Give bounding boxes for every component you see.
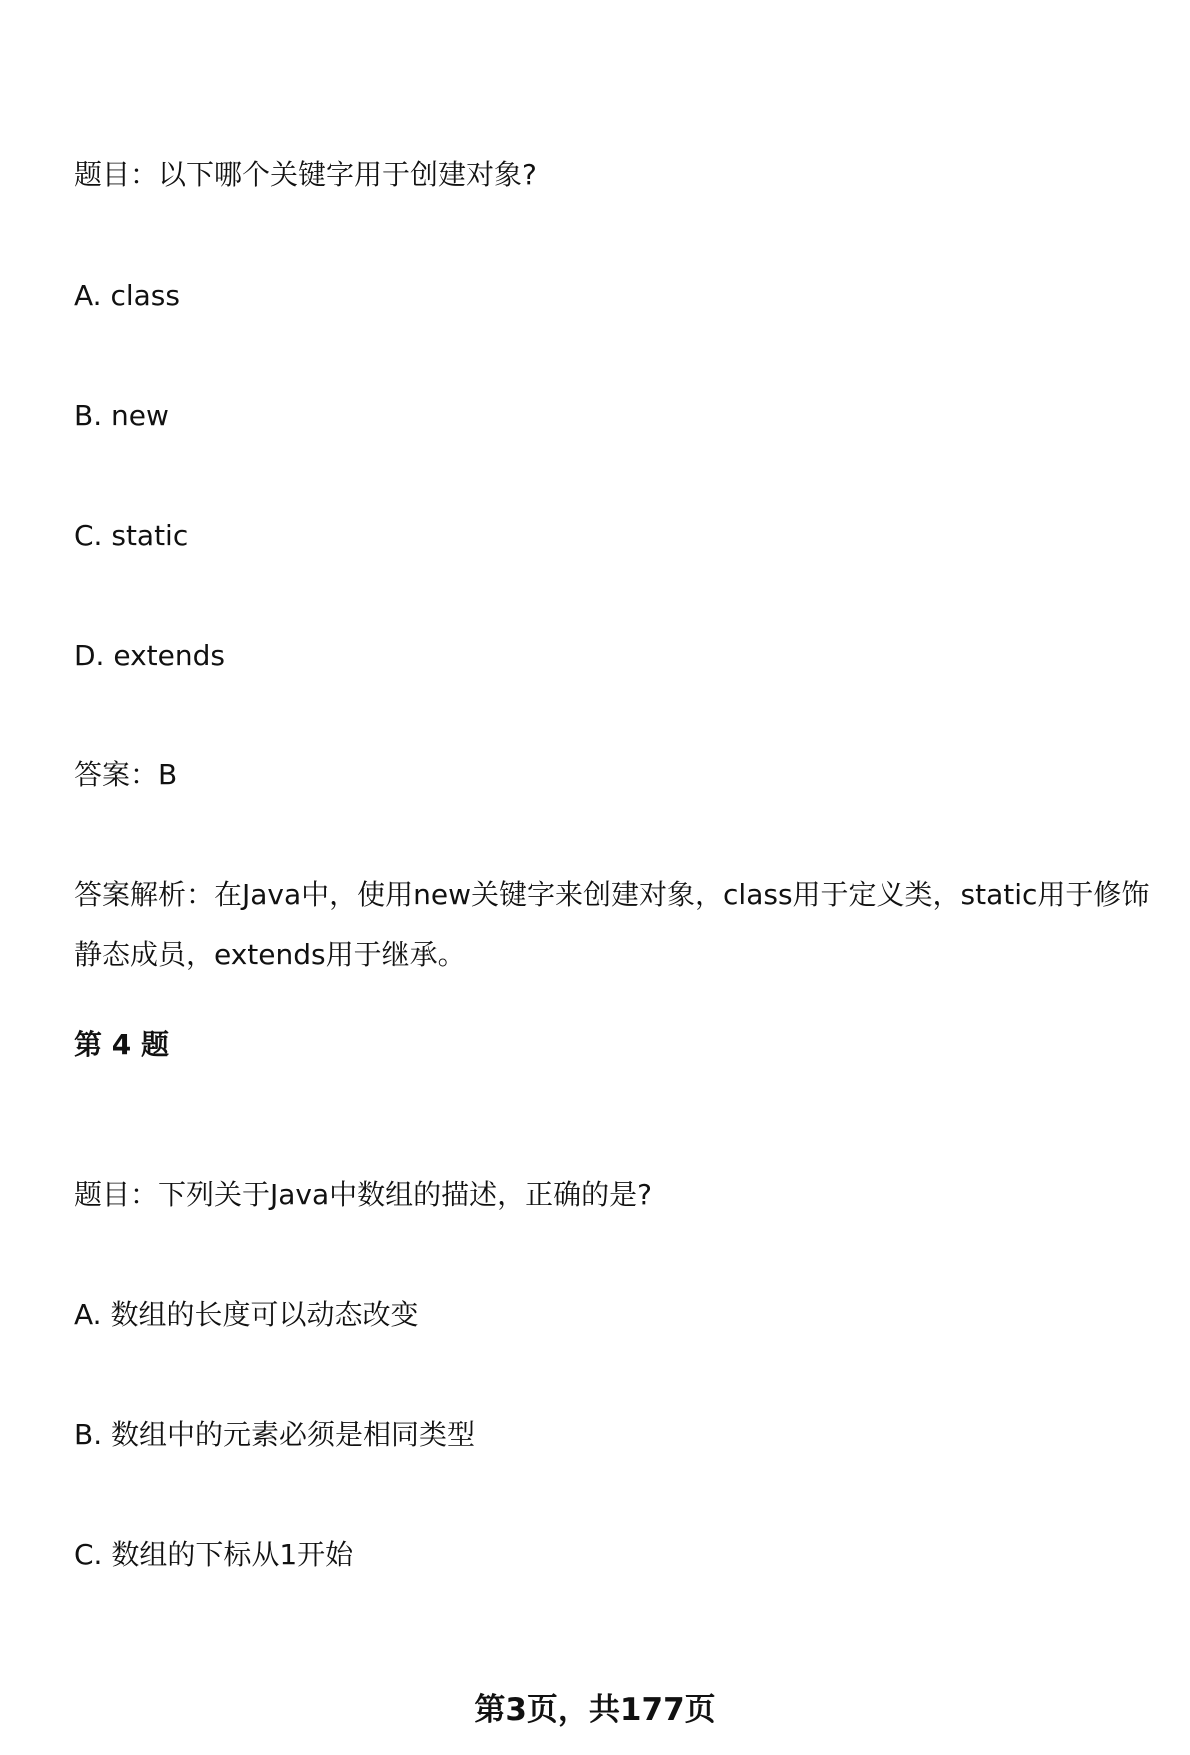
question-4-option-a: A. 数组的长度可以动态改变 (74, 1298, 419, 1331)
question-4-text: 题目：下列关于Java中数组的描述，正确的是? (74, 1178, 653, 1211)
page-indicator: 第3页，共177页 (474, 1692, 716, 1728)
question-3-option-d: D. extends (74, 639, 225, 672)
question-3-option-b: B. new (74, 399, 169, 432)
question-3-text: 题目：以下哪个关键字用于创建对象? (74, 158, 537, 191)
question-3-option-c: C. static (74, 519, 189, 552)
question-4-heading: 第 4 题 (74, 1028, 169, 1061)
question-4-option-c: C. 数组的下标从1开始 (74, 1538, 354, 1571)
question-3-explanation: 答案解析：在Java中，使用new关键字来创建对象，class用于定义类，static用于修饰静态成员，extends用于继承。 (74, 878, 1150, 971)
question-4-option-b: B. 数组中的元素必须是相同类型 (74, 1418, 476, 1451)
question-3-option-a: A. class (74, 279, 180, 312)
question-3-answer: 答案：B (74, 758, 178, 791)
